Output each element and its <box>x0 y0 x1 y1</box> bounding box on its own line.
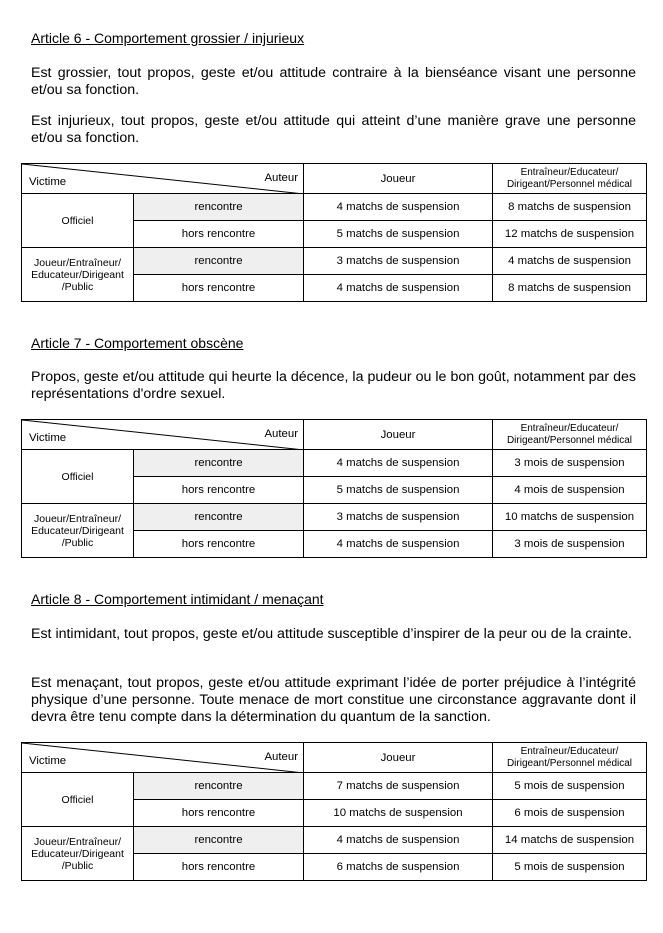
victime-auteur-header <box>22 164 304 194</box>
auteur-label: Auteur <box>264 428 298 440</box>
entraineur-sanction-cell: 3 mois de suspension <box>493 531 647 558</box>
joueur-sanction-cell: 10 matchs de suspension <box>304 800 493 827</box>
entraineur-sanction-cell: 6 mois de suspension <box>493 800 647 827</box>
article-6-paragraph-2: Est injurieux, tout propos, geste et/ou attitude qui atteint d’une manière grave une personne et/ou sa fonction. <box>31 113 636 146</box>
article-6-sanctions-table <box>21 163 647 302</box>
joueur-sanction-cell: 4 matchs de suspension <box>304 531 493 558</box>
joueur-column-header: Joueur <box>304 420 493 450</box>
joueur-sanction-cell: 7 matchs de suspension <box>304 773 493 800</box>
article-7-heading: Article 7 - Comportement obscène <box>31 335 244 351</box>
context-cell: hors rencontre <box>134 531 304 558</box>
article-7-paragraph-1: Propos, geste et/ou attitude qui heurte la décence, la pudeur ou le bon goût, notamment par des représentations d'ordre sexuel. <box>31 369 636 402</box>
entraineur-column-header: Entraîneur/Educateur/ Dirigeant/Personnel médical <box>493 743 647 773</box>
joueur-sanction-cell: 3 matchs de suspension <box>304 504 493 531</box>
victime-label: Victime <box>29 432 67 444</box>
entraineur-sanction-cell: 3 mois de suspension <box>493 450 647 477</box>
joueur-column-header: Joueur <box>304 164 493 194</box>
victim-cell-joueur-public: Joueur/Entraîneur/ Educateur/Dirigeant /Public <box>22 827 134 881</box>
context-cell: hors rencontre <box>134 854 304 881</box>
victim-cell-officiel: Officiel <box>22 450 134 504</box>
joueur-sanction-cell: 3 matchs de suspension <box>304 248 493 275</box>
context-cell: hors rencontre <box>134 221 304 248</box>
joueur-sanction-cell: 6 matchs de suspension <box>304 854 493 881</box>
table-row <box>22 248 647 275</box>
entraineur-sanction-cell: 10 matchs de suspension <box>493 504 647 531</box>
context-cell: rencontre <box>134 773 304 800</box>
victime-label: Victime <box>29 755 67 767</box>
article-8-sanctions-table <box>21 742 647 881</box>
article-8-paragraph-2: Est menaçant, tout propos, geste et/ou attitude exprimant l’idée de porter préjudice à l’intégrité physique d’une personne. Toute menace de mort constitue une circonstance aggravante dont il devra être tenu compte dans la détermination du quantum de la sanction. <box>31 675 636 725</box>
entraineur-sanction-cell: 8 matchs de suspension <box>493 194 647 221</box>
entraineur-column-header: Entraîneur/Educateur/ Dirigeant/Personnel médical <box>493 164 647 194</box>
entraineur-sanction-cell: 4 matchs de suspension <box>493 248 647 275</box>
article-6-paragraph-1: Est grossier, tout propos, geste et/ou attitude contraire à la bienséance visant une personne et/ou sa fonction. <box>31 65 636 98</box>
entraineur-column-header: Entraîneur/Educateur/ Dirigeant/Personnel médical <box>493 420 647 450</box>
context-cell: rencontre <box>134 827 304 854</box>
context-cell: rencontre <box>134 194 304 221</box>
auteur-label: Auteur <box>264 172 298 184</box>
context-cell: rencontre <box>134 248 304 275</box>
joueur-sanction-cell: 4 matchs de suspension <box>304 450 493 477</box>
entraineur-sanction-cell: 5 mois de suspension <box>493 854 647 881</box>
victim-cell-joueur-public: Joueur/Entraîneur/ Educateur/Dirigeant /Public <box>22 504 134 558</box>
victim-cell-joueur-public: Joueur/Entraîneur/ Educateur/Dirigeant /Public <box>22 248 134 302</box>
article-8-paragraph-1: Est intimidant, tout propos, geste et/ou attitude susceptible d’inspirer de la peur ou de la crainte. <box>31 626 632 642</box>
article-7-sanctions-table <box>21 419 647 558</box>
joueur-sanction-cell: 4 matchs de suspension <box>304 275 493 302</box>
table-row <box>22 504 647 531</box>
joueur-sanction-cell: 4 matchs de suspension <box>304 194 493 221</box>
article-6-heading: Article 6 - Comportement grossier / injurieux <box>31 30 305 46</box>
entraineur-sanction-cell: 8 matchs de suspension <box>493 275 647 302</box>
joueur-column-header: Joueur <box>304 743 493 773</box>
victime-auteur-header <box>22 420 304 450</box>
joueur-sanction-cell: 5 matchs de suspension <box>304 221 493 248</box>
auteur-label: Auteur <box>264 751 298 763</box>
entraineur-sanction-cell: 14 matchs de suspension <box>493 827 647 854</box>
entraineur-sanction-cell: 4 mois de suspension <box>493 477 647 504</box>
victime-label: Victime <box>29 176 67 188</box>
table-row <box>22 827 647 854</box>
entraineur-sanction-cell: 5 mois de suspension <box>493 773 647 800</box>
context-cell: rencontre <box>134 504 304 531</box>
table-row <box>22 450 647 477</box>
table-row <box>22 773 647 800</box>
article-8-heading: Article 8 - Comportement intimidant / menaçant <box>31 591 324 607</box>
victim-cell-officiel: Officiel <box>22 194 134 248</box>
context-cell: hors rencontre <box>134 477 304 504</box>
victime-auteur-header <box>22 743 304 773</box>
context-cell: rencontre <box>134 450 304 477</box>
context-cell: hors rencontre <box>134 800 304 827</box>
victim-cell-officiel: Officiel <box>22 773 134 827</box>
table-row <box>22 194 647 221</box>
joueur-sanction-cell: 4 matchs de suspension <box>304 827 493 854</box>
entraineur-sanction-cell: 12 matchs de suspension <box>493 221 647 248</box>
context-cell: hors rencontre <box>134 275 304 302</box>
joueur-sanction-cell: 5 matchs de suspension <box>304 477 493 504</box>
